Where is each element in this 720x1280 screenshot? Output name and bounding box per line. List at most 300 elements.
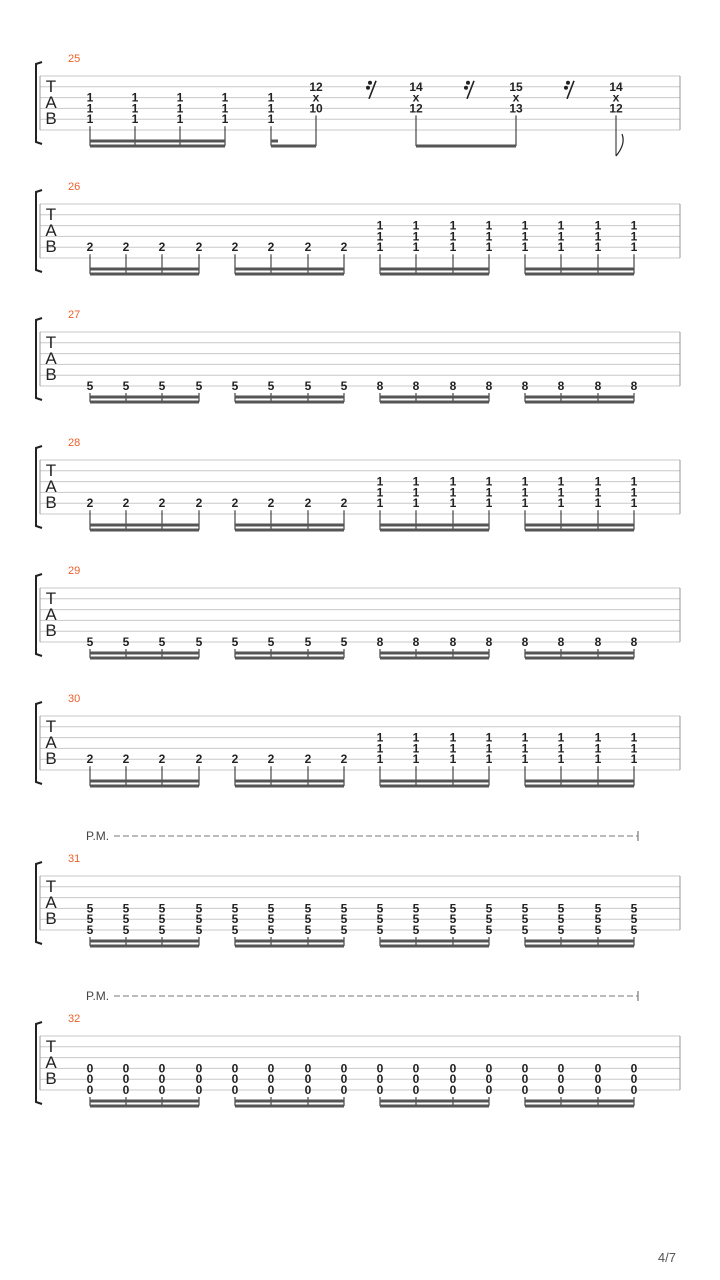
fret-number: 0 <box>521 1083 529 1097</box>
tab-clef-a: A <box>45 349 57 368</box>
fret-number: 1 <box>557 730 565 745</box>
fret-number: 5 <box>231 923 239 937</box>
fret-number: 2 <box>304 496 312 511</box>
beam-primary <box>235 524 344 527</box>
page-number: 4/7 <box>657 1250 676 1265</box>
fret-number: 1 <box>521 496 529 511</box>
tab-clef-t: T <box>45 205 57 224</box>
beam-primary <box>90 780 199 783</box>
beam-primary <box>235 268 344 271</box>
fret-number: 1 <box>412 485 420 500</box>
fret-number: 8 <box>594 635 602 649</box>
measure-32 <box>36 989 680 1108</box>
fret-number: 2 <box>304 240 312 255</box>
fret-number: 2 <box>267 752 275 767</box>
palm-mute-label: P.M. <box>86 829 110 843</box>
fret-number: x <box>612 90 620 105</box>
measure-number: 29 <box>68 565 81 577</box>
fret-number: 1 <box>521 730 529 745</box>
fret-number: 1 <box>594 485 602 500</box>
fret-number: 1 <box>376 741 384 756</box>
measure-31 <box>36 829 680 948</box>
tab-clef-b: B <box>45 909 57 928</box>
fret-number: 1 <box>521 741 529 756</box>
fret-number: 2 <box>231 752 239 767</box>
fret-number: 8 <box>485 379 493 393</box>
fret-number: 0 <box>195 1061 203 1076</box>
fret-number: 5 <box>340 379 348 393</box>
beam-secondary <box>90 145 225 148</box>
fret-number: 0 <box>557 1083 565 1097</box>
fret-number: 0 <box>412 1072 420 1087</box>
tab-clef-b: B <box>45 493 57 512</box>
beam-primary <box>525 652 634 655</box>
fret-number: 1 <box>630 218 638 233</box>
rest-flag-dot <box>464 86 468 90</box>
fret-number: 0 <box>630 1061 638 1076</box>
beam-secondary <box>235 945 344 948</box>
beam-secondary <box>380 401 489 404</box>
tab-clef-t: T <box>45 333 57 352</box>
fret-number: 0 <box>158 1072 166 1087</box>
fret-number: 1 <box>221 101 229 116</box>
fret-number: 0 <box>267 1072 275 1087</box>
fret-number: 0 <box>630 1072 638 1087</box>
fret-number: 5 <box>267 901 275 916</box>
beam-secondary <box>90 1105 199 1108</box>
beam-secondary <box>90 273 199 276</box>
fret-number: 5 <box>630 901 638 916</box>
beam-primary <box>525 396 634 399</box>
beam-secondary <box>380 657 489 660</box>
fret-number: 0 <box>195 1072 203 1087</box>
fret-number: 1 <box>557 485 565 500</box>
fret-number: 1 <box>267 112 275 127</box>
fret-number: 1 <box>630 741 638 756</box>
beam-primary <box>235 1100 344 1103</box>
fret-number: 1 <box>630 496 638 511</box>
beam-primary <box>90 268 199 271</box>
fret-number: 1 <box>557 474 565 489</box>
fret-number: 1 <box>221 90 229 105</box>
beam-primary <box>90 940 199 943</box>
fret-number: 0 <box>376 1072 384 1087</box>
fret-number: 1 <box>630 730 638 745</box>
beam-secondary <box>235 657 344 660</box>
fret-number: 1 <box>521 752 529 767</box>
fret-number: 1 <box>376 229 384 244</box>
rest-flag-dot <box>564 86 568 90</box>
fret-number: 2 <box>195 240 203 255</box>
fret-number: 5 <box>594 923 602 937</box>
fret-number: 1 <box>412 474 420 489</box>
fret-number: 1 <box>594 474 602 489</box>
fret-number: 5 <box>86 635 94 649</box>
fret-number: 14 <box>409 79 423 94</box>
fret-number: 1 <box>412 218 420 233</box>
fret-number: 0 <box>86 1072 94 1087</box>
fret-number: 1 <box>131 101 139 116</box>
fret-number: x <box>512 90 520 105</box>
fret-number: 1 <box>557 218 565 233</box>
beam-secondary <box>525 785 634 788</box>
fret-number: 0 <box>521 1072 529 1087</box>
fret-number: 2 <box>304 752 312 767</box>
fret-number: 0 <box>340 1072 348 1087</box>
fret-number: 5 <box>340 635 348 649</box>
fret-number: 1 <box>376 218 384 233</box>
fret-number: 0 <box>304 1083 312 1097</box>
fret-number: 5 <box>231 635 239 649</box>
measure-26 <box>36 181 680 276</box>
fret-number: 8 <box>449 379 457 393</box>
measure-29 <box>36 565 680 660</box>
fret-number: 2 <box>267 240 275 255</box>
fret-number: 1 <box>412 240 420 255</box>
fret-number: 5 <box>304 923 312 937</box>
beam-primary <box>235 652 344 655</box>
fret-number: 5 <box>376 923 384 937</box>
fret-number: 5 <box>158 901 166 916</box>
fret-number: 5 <box>195 912 203 927</box>
fret-number: 5 <box>630 923 638 937</box>
fret-number: 0 <box>122 1083 130 1097</box>
beam-primary <box>90 396 199 399</box>
fret-number: x <box>412 90 420 105</box>
beam-primary <box>380 524 489 527</box>
fret-number: 5 <box>449 912 457 927</box>
fret-number: 2 <box>340 240 348 255</box>
beam-primary <box>90 524 199 527</box>
tab-clef-t: T <box>45 1037 57 1056</box>
fret-number: 0 <box>485 1083 493 1097</box>
fret-number: 1 <box>485 741 493 756</box>
note-flag <box>616 134 623 156</box>
beam-secondary <box>380 945 489 948</box>
fret-number: 1 <box>630 485 638 500</box>
fret-number: 0 <box>557 1061 565 1076</box>
fret-number: 1 <box>630 229 638 244</box>
fret-number: 1 <box>594 496 602 511</box>
fret-number: 8 <box>521 379 529 393</box>
fret-number: 5 <box>304 635 312 649</box>
fret-number: 5 <box>557 923 565 937</box>
tab-clef-a: A <box>45 605 57 624</box>
tab-clef-a: A <box>45 733 57 752</box>
beam-secondary <box>235 273 344 276</box>
tab-clef-a: A <box>45 477 57 496</box>
tab-clef-t: T <box>45 77 57 96</box>
tab-clef-b: B <box>45 237 57 256</box>
fret-number: 5 <box>340 923 348 937</box>
fret-number: 2 <box>231 240 239 255</box>
measure-number: 31 <box>68 853 81 865</box>
tab-clef-b: B <box>45 365 57 384</box>
system-bracket <box>36 702 42 784</box>
fret-number: 5 <box>412 901 420 916</box>
fret-number: 1 <box>412 752 420 767</box>
beam-secondary <box>525 1105 634 1108</box>
fret-number: 0 <box>267 1083 275 1097</box>
fret-number: 0 <box>630 1083 638 1097</box>
fret-number: 0 <box>485 1061 493 1076</box>
beam-secondary <box>525 529 634 532</box>
fret-number: 2 <box>158 752 166 767</box>
fret-number: 5 <box>267 379 275 393</box>
system-bracket <box>36 1022 42 1104</box>
beam-partial <box>271 140 278 143</box>
beam-secondary <box>90 657 199 660</box>
fret-number: 5 <box>630 912 638 927</box>
system-bracket <box>36 574 42 656</box>
fret-number: 1 <box>485 240 493 255</box>
fret-number: 0 <box>449 1072 457 1087</box>
fret-number: 2 <box>195 752 203 767</box>
fret-number: 5 <box>195 379 203 393</box>
fret-number: 5 <box>304 901 312 916</box>
fret-number: 0 <box>267 1061 275 1076</box>
fret-number: 5 <box>304 379 312 393</box>
system-bracket <box>36 318 42 400</box>
fret-number: 1 <box>376 496 384 511</box>
beam-primary <box>380 396 489 399</box>
rest-flag-dot <box>566 81 570 85</box>
fret-number: 1 <box>131 90 139 105</box>
beam-secondary <box>90 945 199 948</box>
beam-secondary <box>380 529 489 532</box>
fret-number: 5 <box>412 923 420 937</box>
fret-number: 12 <box>609 101 623 116</box>
beam-primary <box>525 268 634 271</box>
fret-number: 0 <box>122 1072 130 1087</box>
fret-number: 2 <box>340 752 348 767</box>
fret-number: 5 <box>376 901 384 916</box>
fret-number: 0 <box>449 1061 457 1076</box>
fret-number: 2 <box>122 752 130 767</box>
beam-primary <box>525 940 634 943</box>
fret-number: 1 <box>412 741 420 756</box>
tab-clef-t: T <box>45 461 57 480</box>
measure-25 <box>36 53 680 156</box>
fret-number: 5 <box>485 912 493 927</box>
fret-number: 1 <box>521 485 529 500</box>
fret-number: 1 <box>485 485 493 500</box>
fret-number: 0 <box>304 1072 312 1087</box>
fret-number: 5 <box>122 901 130 916</box>
beam-primary <box>380 940 489 943</box>
fret-number: 1 <box>376 485 384 500</box>
fret-number: 5 <box>557 912 565 927</box>
beam-primary <box>525 1100 634 1103</box>
fret-number: 2 <box>267 496 275 511</box>
fret-number: 2 <box>231 496 239 511</box>
beam-secondary <box>90 529 199 532</box>
beam-primary <box>525 780 634 783</box>
fret-number: 8 <box>630 635 638 649</box>
fret-number: 1 <box>267 90 275 105</box>
fret-number: 1 <box>557 229 565 244</box>
fret-number: 5 <box>557 901 565 916</box>
measure-number: 26 <box>68 181 81 193</box>
fret-number: 1 <box>630 752 638 767</box>
fret-number: 0 <box>231 1083 239 1097</box>
fret-number: 0 <box>594 1072 602 1087</box>
fret-number: 2 <box>158 496 166 511</box>
fret-number: 1 <box>485 229 493 244</box>
fret-number: 1 <box>521 240 529 255</box>
fret-number: 1 <box>86 90 94 105</box>
fret-number: 5 <box>340 912 348 927</box>
beam-secondary <box>235 1105 344 1108</box>
fret-number: 8 <box>557 635 565 649</box>
fret-number: 12 <box>309 79 323 94</box>
fret-number: 5 <box>158 379 166 393</box>
fret-number: 0 <box>485 1072 493 1087</box>
fret-number: 2 <box>122 496 130 511</box>
fret-number: 2 <box>122 240 130 255</box>
fret-number: 0 <box>195 1083 203 1097</box>
beam-primary <box>235 940 344 943</box>
fret-number: 5 <box>376 912 384 927</box>
fret-number: 5 <box>449 923 457 937</box>
fret-number: 1 <box>557 752 565 767</box>
fret-number: 5 <box>340 901 348 916</box>
fret-number: 5 <box>195 635 203 649</box>
fret-number: 0 <box>521 1061 529 1076</box>
fret-number: 5 <box>412 912 420 927</box>
fret-number: 1 <box>412 730 420 745</box>
beam-secondary <box>235 785 344 788</box>
beam-secondary <box>235 529 344 532</box>
fret-number: 1 <box>557 741 565 756</box>
palm-mute-label: P.M. <box>86 989 110 1003</box>
fret-number: 1 <box>485 496 493 511</box>
fret-number: 8 <box>485 635 493 649</box>
fret-number: 5 <box>594 912 602 927</box>
fret-number: 5 <box>267 912 275 927</box>
fret-number: 5 <box>267 923 275 937</box>
fret-number: 5 <box>521 912 529 927</box>
rest-flag-dot <box>466 81 470 85</box>
fret-number: 0 <box>594 1061 602 1076</box>
beam-primary <box>90 652 199 655</box>
fret-number: 12 <box>409 101 423 116</box>
fret-number: 0 <box>412 1061 420 1076</box>
fret-number: 1 <box>376 474 384 489</box>
fret-number: 5 <box>86 379 94 393</box>
beam-secondary <box>90 785 199 788</box>
fret-number: 5 <box>158 923 166 937</box>
fret-number: 2 <box>86 240 94 255</box>
beam-primary <box>235 780 344 783</box>
fret-number: 14 <box>609 79 623 94</box>
fret-number: 0 <box>557 1072 565 1087</box>
fret-number: 0 <box>594 1083 602 1097</box>
fret-number: 0 <box>449 1083 457 1097</box>
fret-number: 5 <box>122 635 130 649</box>
fret-number: 1 <box>449 485 457 500</box>
beam-primary <box>90 140 225 143</box>
fret-number: 0 <box>376 1083 384 1097</box>
fret-number: 0 <box>86 1061 94 1076</box>
fret-number: 13 <box>509 101 523 116</box>
fret-number: 1 <box>221 112 229 127</box>
beam-secondary <box>90 401 199 404</box>
measure-27 <box>36 309 680 404</box>
beam-primary <box>416 145 516 148</box>
tab-clef-b: B <box>45 749 57 768</box>
system-bracket <box>36 62 42 144</box>
fret-number: 5 <box>122 379 130 393</box>
fret-number: 8 <box>594 379 602 393</box>
fret-number: 1 <box>521 474 529 489</box>
fret-number: 1 <box>594 752 602 767</box>
fret-number: 1 <box>485 474 493 489</box>
fret-number: 15 <box>509 79 523 94</box>
fret-number: 2 <box>340 496 348 511</box>
fret-number: 1 <box>449 730 457 745</box>
tab-clef-t: T <box>45 589 57 608</box>
fret-number: 5 <box>267 635 275 649</box>
tab-clef-t: T <box>45 717 57 736</box>
tab-clef-a: A <box>45 1053 57 1072</box>
fret-number: 0 <box>231 1061 239 1076</box>
fret-number: 8 <box>630 379 638 393</box>
fret-number: 1 <box>449 752 457 767</box>
system-bracket <box>36 190 42 272</box>
fret-number: 0 <box>340 1083 348 1097</box>
fret-number: 0 <box>86 1083 94 1097</box>
fret-number: 5 <box>485 901 493 916</box>
fret-number: 5 <box>304 912 312 927</box>
fret-number: 1 <box>176 101 184 116</box>
tab-clef-a: A <box>45 221 57 240</box>
beam-secondary <box>235 401 344 404</box>
tab-clef-a: A <box>45 93 57 112</box>
fret-number: 0 <box>231 1072 239 1087</box>
fret-number: 1 <box>86 101 94 116</box>
fret-number: 1 <box>449 474 457 489</box>
fret-number: 1 <box>131 112 139 127</box>
tab-clef-a: A <box>45 893 57 912</box>
fret-number: 5 <box>158 635 166 649</box>
fret-number: 8 <box>557 379 565 393</box>
fret-number: 0 <box>158 1083 166 1097</box>
system-bracket <box>36 446 42 528</box>
fret-number: 2 <box>158 240 166 255</box>
fret-number: 1 <box>594 741 602 756</box>
fret-number: 5 <box>231 912 239 927</box>
fret-number: 0 <box>412 1083 420 1097</box>
fret-number: 1 <box>594 240 602 255</box>
fret-number: 2 <box>86 496 94 511</box>
fret-number: 8 <box>521 635 529 649</box>
measure-number: 28 <box>68 437 81 449</box>
fret-number: 1 <box>521 218 529 233</box>
fret-number: 0 <box>376 1061 384 1076</box>
beam-primary <box>380 652 489 655</box>
fret-number: 5 <box>521 923 529 937</box>
fret-number: 8 <box>412 635 420 649</box>
fret-number: 5 <box>195 923 203 937</box>
fret-number: 1 <box>267 101 275 116</box>
fret-number: 5 <box>594 901 602 916</box>
beam-secondary <box>380 785 489 788</box>
beam-primary <box>380 268 489 271</box>
fret-number: 0 <box>304 1061 312 1076</box>
beam-secondary <box>525 945 634 948</box>
fret-number: 1 <box>594 730 602 745</box>
